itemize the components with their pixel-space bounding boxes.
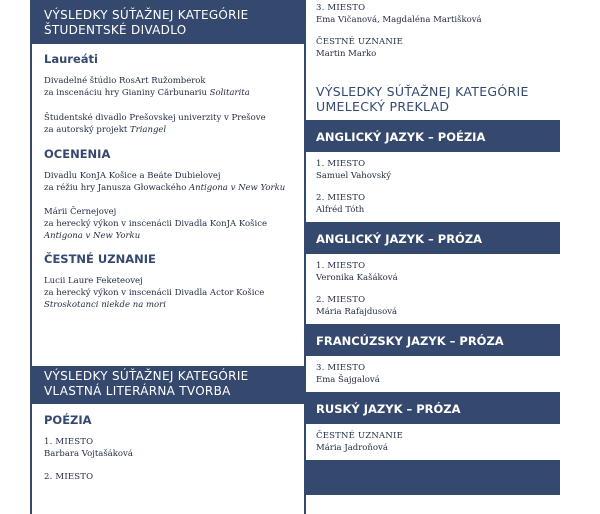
translation-entry (316, 430, 560, 454)
entry-title: Stroskotanci niekde na mori (44, 300, 166, 310)
translation-entry (316, 260, 560, 284)
entry-name: Martin Marko (316, 49, 377, 59)
entry-name: Mária Jadroňová (316, 443, 388, 453)
entry-place: 2. MIESTO (316, 193, 366, 203)
honorable-heading: ČESTNÉ UZNANIE (44, 252, 156, 266)
literary-panel (30, 404, 306, 514)
entry-name: Veronika Kašáková (316, 273, 398, 283)
banner-line: VÝSLEDKY SÚŤAŽNEJ KATEGÓRIE (316, 84, 529, 99)
entry-place: 1. MIESTO (316, 261, 366, 271)
literary-continued-panel (306, 0, 560, 70)
laureates-heading: Laureáti (44, 52, 98, 66)
left-column (30, 0, 306, 514)
entry-desc: za herecký výkon v inscenácii Divadla Actor Košice (44, 288, 265, 298)
poetry-heading: POÉZIA (44, 413, 92, 427)
entry-place: 1. MIESTO (44, 437, 94, 447)
entry-title: Triangel (129, 125, 167, 135)
entry-name: Ema Vičanová, Magdaléna Martišková (316, 15, 482, 25)
banner-line: ŠTUDENTSKÉ DIVADLO (44, 23, 187, 37)
entry-place: 3. MIESTO (316, 3, 366, 13)
entry-desc-text: za réžiu hry Janusza Głowackého (44, 183, 190, 193)
entry-name: Márii Černejovej (44, 207, 117, 217)
entry-place: 2. MIESTO (316, 295, 366, 305)
entry-name: Divadelné štúdio RosArt Ružomberok (44, 76, 206, 86)
banner-line: VÝSLEDKY SÚŤAŽNEJ KATEGÓRIE (44, 8, 249, 22)
entry-name: Alfréd Tóth (316, 205, 365, 215)
student-theatre-panel (30, 44, 306, 366)
entry-desc (44, 182, 304, 194)
entry-place: 1. MIESTO (316, 159, 366, 169)
entry-title: Antigona v New Yorku (44, 231, 141, 241)
section-body (306, 356, 560, 392)
literary-entry (316, 36, 560, 60)
section-heading: RUSKÝ JAZYK – PRÓZA (316, 402, 461, 416)
section-body (306, 152, 560, 222)
entry-desc (44, 87, 304, 99)
entry-place: ČESTNÉ UZNANIE (316, 37, 403, 47)
entry-place: 2. MIESTO (44, 472, 94, 482)
literary-entry (316, 2, 560, 26)
award-entry (44, 170, 304, 194)
entry-title: Antigona v New Yorku (189, 183, 286, 193)
entry-place: ČESTNÉ UZNANIE (316, 431, 403, 441)
awards-heading: OCENENIA (44, 147, 111, 161)
banner-line: VÝSLEDKY SÚŤAŽNEJ KATEGÓRIE (44, 369, 249, 383)
banner-line: VLASTNÁ LITERÁRNA TVORBA (44, 384, 231, 398)
banner-student-theatre (30, 0, 306, 44)
laureate-entry (44, 112, 304, 136)
section-heading: ANGLICKÝ JAZYK – POÉZIA (316, 130, 486, 144)
honorable-entry (44, 275, 304, 311)
banner-line: UMELECKÝ PREKLAD (316, 99, 450, 114)
entry-name: Študentské divadlo Prešovskej univerzity v Prešove (44, 113, 266, 123)
banner-literary (30, 366, 306, 404)
translation-entry (316, 362, 560, 386)
entry-title: Solitarita (209, 88, 250, 98)
translation-entry (316, 192, 560, 216)
section-body (306, 254, 560, 324)
entry-name: Divadlu KonJA Košice a Beáte Dubielovej (44, 171, 221, 181)
entry-title-line (44, 299, 304, 311)
entry-place: 3. MIESTO (316, 363, 366, 373)
translation-entry (316, 158, 560, 182)
award-entry (44, 206, 304, 242)
right-column (306, 0, 560, 495)
banner-translation (306, 70, 560, 120)
section-body (306, 424, 560, 460)
entry-name: Samuel Vahovský (316, 171, 392, 181)
poetry-entry (44, 471, 304, 483)
laureate-entry (44, 75, 304, 99)
translation-entry (316, 294, 560, 318)
entry-desc-text: za inscenáciu hry Gianiny Cărbunariu (44, 88, 210, 98)
entry-name: Ema Šajgalová (316, 375, 380, 385)
poetry-entry (44, 436, 304, 460)
entry-name: Mária Rafajdusová (316, 307, 398, 317)
entry-name: Lucii Laure Feketeovej (44, 276, 143, 286)
entry-desc-text: za autorský projekt (44, 125, 130, 135)
entry-desc (44, 124, 304, 136)
entry-desc: za herecký výkon v inscenácii Divadla KonJA Košice (44, 219, 268, 229)
section-heading: FRANCÚZSKY JAZYK – PRÓZA (316, 334, 504, 348)
entry-name: Barbara Vojtašáková (44, 449, 133, 459)
section-heading: ANGLICKÝ JAZYK – PRÓZA (316, 232, 483, 246)
translation-panel (306, 120, 560, 495)
entry-title-line (44, 230, 304, 242)
